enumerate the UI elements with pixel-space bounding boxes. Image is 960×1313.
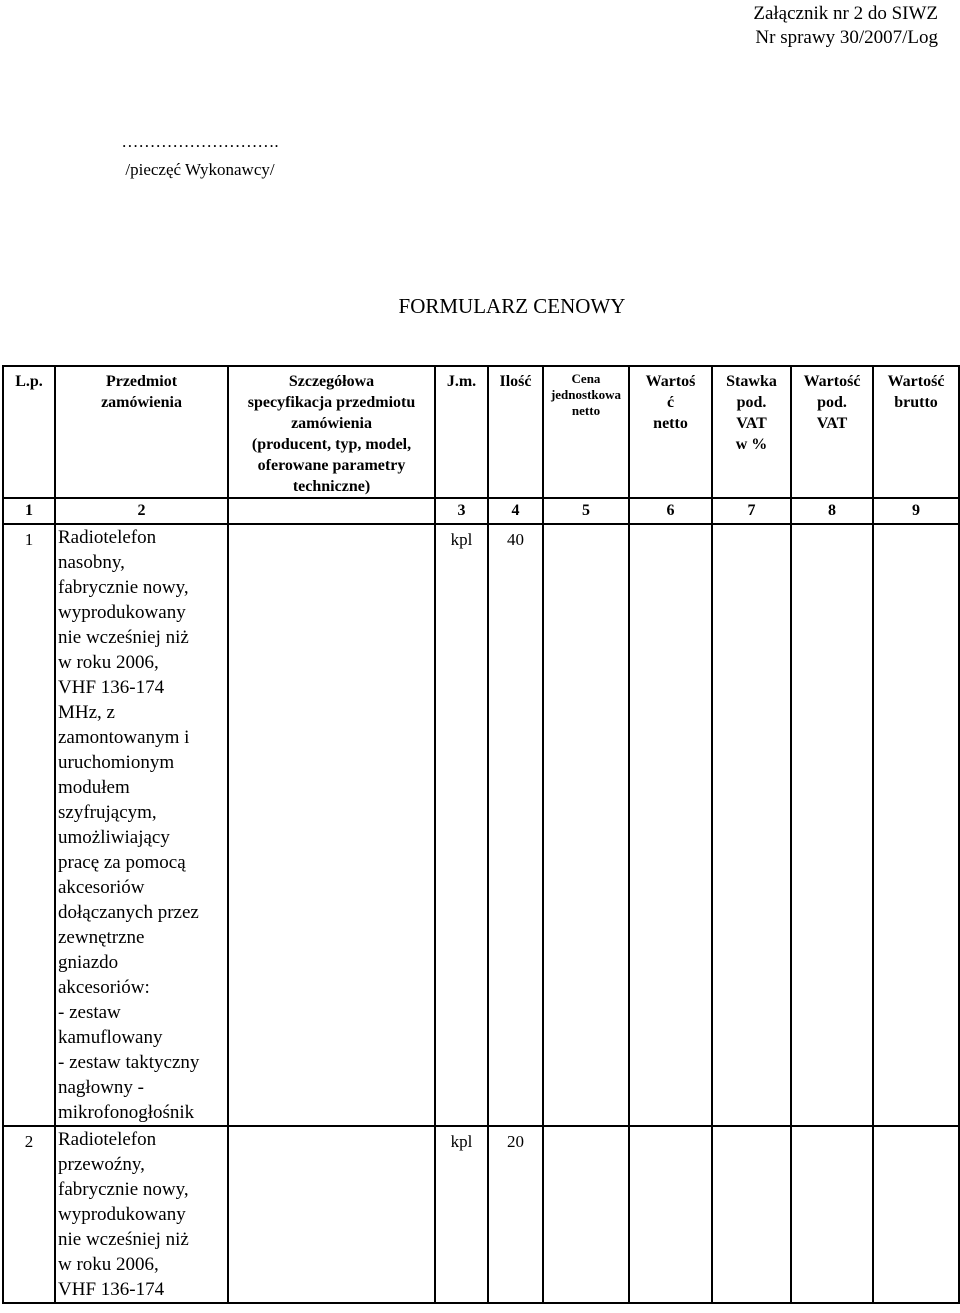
row-description: Radiotelefon przewoźny, fabrycznie nowy, wyprodukowany nie wcześniej niż w roku 2006, VHF 136-174: [55, 1126, 228, 1303]
case-number: Nr sprawy 30/2007/Log: [755, 27, 938, 48]
row-lp: 2: [3, 1126, 55, 1303]
stamp-label: /pieczęć Wykonawcy/: [125, 160, 275, 179]
column-number: 5: [543, 498, 629, 524]
row-unit: kpl: [435, 524, 488, 1126]
stamp-dots: ……………………….: [121, 132, 279, 151]
row-vat-rate-cell[interactable]: [712, 524, 791, 1126]
page-title: FORMULARZ CENOWY: [398, 294, 626, 318]
contractor-stamp-area: [60, 128, 340, 184]
column-number: 3: [435, 498, 488, 524]
header-net-value: Wartoś ć netto: [629, 366, 712, 498]
row-vat-rate-cell[interactable]: [712, 1126, 791, 1303]
row-net-value-cell[interactable]: [629, 524, 712, 1126]
header-unit: J.m.: [435, 366, 488, 498]
row-spec-cell[interactable]: [228, 524, 435, 1126]
row-vat-value-cell[interactable]: [791, 1126, 873, 1303]
price-table: [2, 365, 960, 1304]
header-lp: L.p.: [3, 366, 55, 498]
row-unit-price-cell[interactable]: [543, 524, 629, 1126]
row-gross-value-cell[interactable]: [873, 1126, 959, 1303]
row-gross-value-cell[interactable]: [873, 524, 959, 1126]
header-vat-value: Wartość pod. VAT: [791, 366, 873, 498]
column-number: 1: [3, 498, 55, 524]
header-subject: Przedmiot zamówienia: [55, 366, 228, 498]
column-number: 6: [629, 498, 712, 524]
row-description: Radiotelefon nasobny, fabrycznie nowy, wyprodukowany nie wcześniej niż w roku 2006, VHF 136-174 MHz, z zamontowanym i uruchomionym modułem szyfrującym, umożliwiający pracę za pomocą akcesoriów dołączanych przez zewnętrzne gniazdo akcesoriów: - zestaw kamuflowany - zestaw taktyczny nagłowny - mikrofonogłośnik: [55, 524, 228, 1126]
header-unit-price: Cena jednostkowa netto: [543, 366, 629, 498]
row-lp: 1: [3, 524, 55, 1126]
row-unit: kpl: [435, 1126, 488, 1303]
column-number: 2: [55, 498, 228, 524]
column-number: 4: [488, 498, 543, 524]
attachment-label: Załącznik nr 2 do SIWZ: [753, 3, 938, 24]
column-number: 8: [791, 498, 873, 524]
row-spec-cell[interactable]: [228, 1126, 435, 1303]
column-number: 7: [712, 498, 791, 524]
row-qty: 20: [488, 1126, 543, 1303]
row-vat-value-cell[interactable]: [791, 524, 873, 1126]
header-gross-value: Wartość brutto: [873, 366, 959, 498]
column-number: [228, 498, 435, 524]
table-header-row: [3, 366, 959, 498]
table-row: [3, 524, 959, 1126]
document-header: [753, 2, 938, 50]
row-qty: 40: [488, 524, 543, 1126]
table-row: [3, 1126, 959, 1303]
column-numbers-row: [3, 498, 959, 524]
header-vat-rate: Stawka pod. VAT w %: [712, 366, 791, 498]
column-number: 9: [873, 498, 959, 524]
row-unit-price-cell[interactable]: [543, 1126, 629, 1303]
row-net-value-cell[interactable]: [629, 1126, 712, 1303]
header-spec: Szczegółowa specyfikacja przedmiotu zamówienia (producent, typ, model, oferowane parametry techniczne): [228, 366, 435, 498]
header-qty: Ilość: [488, 366, 543, 498]
